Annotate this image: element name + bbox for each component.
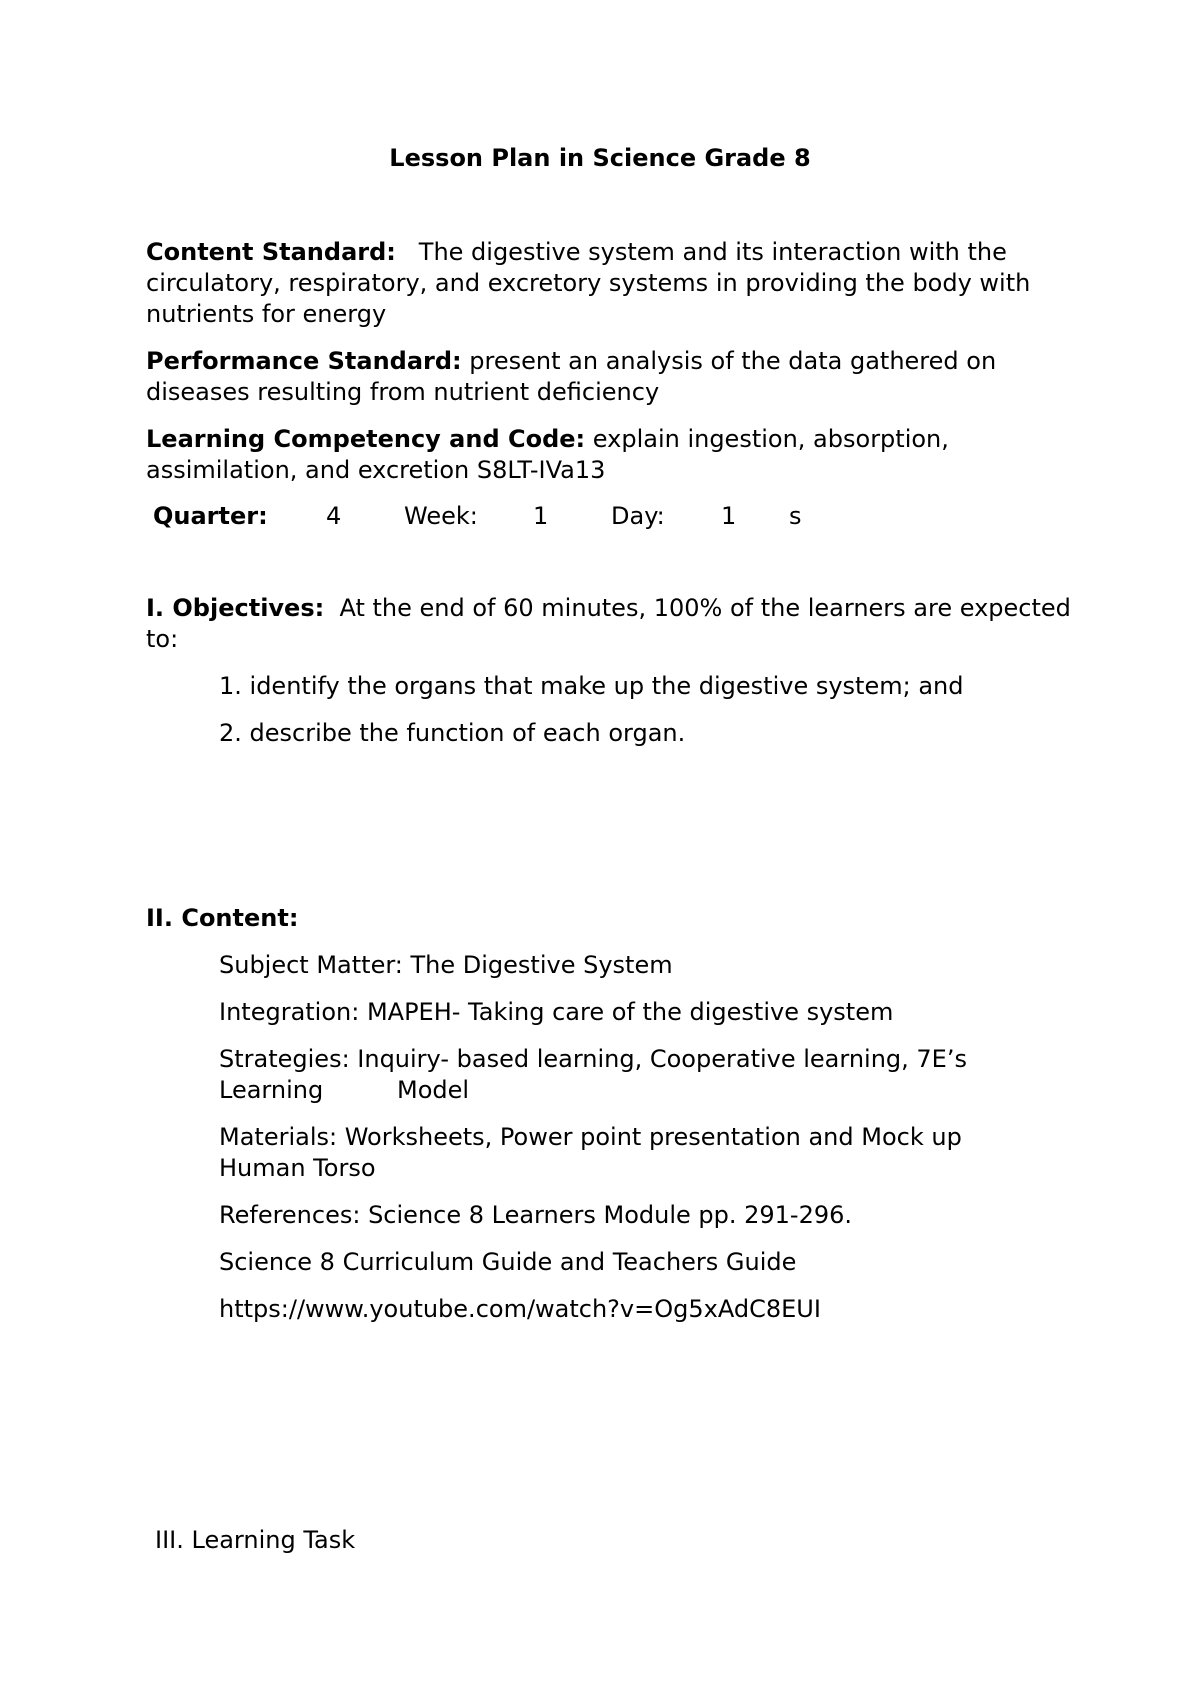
learning-competency-text: explain ingestion, absorption, assimilation, and excretion S8LT-IVa13: [146, 425, 949, 484]
content-standard: [146, 237, 1076, 330]
subject-matter: Subject Matter: The Digestive System: [219, 951, 673, 979]
day-label: Day:: [611, 502, 665, 530]
content-heading: II. Content:: [146, 904, 299, 932]
learning-competency: [146, 424, 1076, 486]
strategies-learning: Learning: [219, 1076, 324, 1104]
youtube-link[interactable]: https://www.youtube.com/watch?v=Og5xAdC8EUI: [219, 1295, 821, 1323]
strategies-line2: [219, 1075, 1049, 1106]
week-label: Week:: [404, 502, 478, 530]
integration: Integration: MAPEH- Taking care of the digestive system: [219, 998, 894, 1026]
learning-task-heading: III. Learning Task: [155, 1526, 356, 1554]
objectives-intro: At the end of 60 minutes, 100% of the learners are expected to:: [146, 594, 1071, 653]
schedule-trailing: s: [789, 502, 802, 530]
content-standard-text: The digestive system and its interaction with the circulatory, respiratory, and excretory systems in providing the body with nutrients for energy: [146, 238, 1031, 328]
objectives: [146, 593, 1076, 655]
schedule-row: [153, 501, 1053, 532]
objective-item-1: 1. identify the organs that make up the digestive system; and: [219, 672, 964, 700]
performance-standard-text: present an analysis of the data gathered on diseases resulting from nutrient deficiency: [146, 347, 997, 406]
day-value: 1: [721, 502, 737, 530]
materials: Materials: Worksheets, Power point presentation and Mock up Human Torso: [219, 1123, 962, 1182]
references: References: Science 8 Learners Module pp. 291-296.: [219, 1201, 853, 1229]
strategies-line1: Strategies: Inquiry- based learning, Cooperative learning, 7E’s: [219, 1045, 967, 1073]
week-value: 1: [533, 502, 549, 530]
objectives-label: I. Objectives:: [146, 594, 325, 622]
performance-standard-label: Performance Standard:: [146, 347, 462, 375]
content-standard-label: Content Standard:: [146, 238, 396, 266]
curriculum-guide: Science 8 Curriculum Guide and Teachers Guide: [219, 1248, 797, 1276]
objective-item-2: 2. describe the function of each organ.: [219, 719, 686, 747]
quarter-label: Quarter:: [153, 502, 268, 530]
strategies-model: Model: [397, 1076, 470, 1104]
performance-standard: [146, 346, 1076, 408]
quarter-value: 4: [326, 502, 342, 530]
page-title: Lesson Plan in Science Grade 8: [389, 144, 811, 172]
learning-competency-label: Learning Competency and Code:: [146, 425, 586, 453]
